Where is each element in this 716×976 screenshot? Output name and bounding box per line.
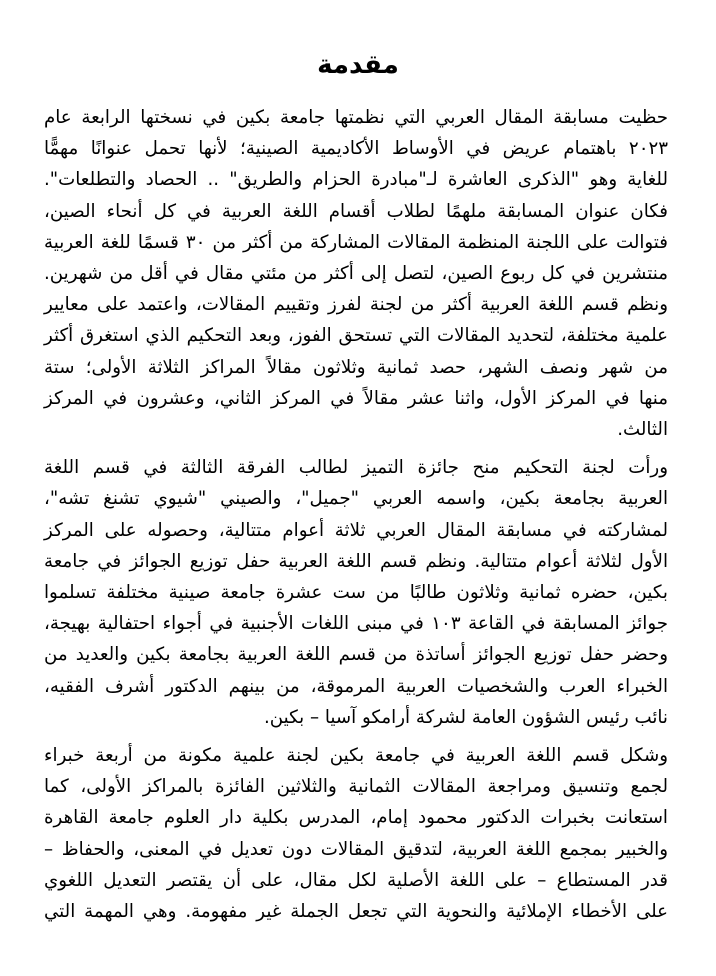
page-title: مقدمة: [317, 50, 399, 81]
text-line: حظيت مسابقة المقال العربي التي نظمتها جامعة بكين في نسختها الرابعة عام: [44, 107, 668, 128]
text-line: والخبير بمجمع اللغة العربية، لتدقيق المقالات دون تعديل في المعنى، والحفاظ –: [44, 838, 668, 860]
text-line: نائب رئيس الشؤون العامة لشركة أرامكو آسيا – بكين.: [264, 706, 668, 728]
text-line: ٢٠٢٣ باهتمام عريض في الأوساط الأكاديمية الصينية؛ لأنها تحمل عنوانًا مهمًّا: [44, 138, 668, 160]
text-line: استعانت بخبرات الدكتور محمود إمام، المدرس بكلية دار العلوم جامعة القاهرة: [44, 807, 668, 829]
text-line: الأول لثلاثة أعوام متتالية. ونظم قسم اللغة العربية حفل توزيع الجوائز في جامعة: [44, 550, 668, 572]
text-line: على الأخطاء الإملائية والنحوية التي تجعل الجملة غير مفهومة. وهي المهمة التي: [44, 901, 668, 923]
text-line: بكين، حضره ثمانية وثلاثون طالبًا من ست عشرة جامعة صينية مختلفة تسلموا: [44, 582, 668, 604]
text-line: لجمع وتنسيق ومراجعة المقالات الثمانية والثلاثين الفائزة بالمراكز الأولى، كما: [44, 776, 668, 798]
text-line: الخبراء العرب والشخصيات العربية المرموقة، من بينهم الدكتور أشرف الفقيه،: [44, 675, 668, 697]
text-line: فتوالت على اللجنة المنظمة المقالات المشاركة من أكثر من ٣٠ قسمًا للغة العربية: [44, 231, 668, 253]
text-line: ونظم قسم اللغة العربية أكثر من لجنة لفرز وتقييم المقالات، واعتمد على معايير: [44, 294, 668, 316]
text-line: الثالث.: [617, 419, 668, 441]
paragraph-2: [44, 452, 668, 733]
text-line: قدر المستطاع – على اللغة الأصلية لكل مقال، على أن يقتصر التعديل اللغوي: [44, 869, 668, 891]
text-line: للغاية وهو "الذكرى العاشرة لـ"مبادرة الحزام والطريق" .. الحصاد والتطلعات".: [44, 169, 668, 191]
text-line: من شهر ونصف الشهر، حصد ثمانية وثلاثون مقالاً المراكز الثلاثة الأولى؛ ستة: [44, 356, 668, 378]
text-line: جوائز المسابقة في القاعة ١٠٣ في مبنى اللغات الأجنبية في أجواء احتفالية بهيجة،: [44, 613, 668, 635]
body-text: [44, 102, 668, 927]
text-line: فكان عنوان المسابقة ملهمًا لطلاب أقسام اللغة العربية في كل أنحاء الصين،: [44, 200, 668, 222]
text-line: منها في المركز الأول، واثنا عشر مقالاً في المركز الثاني، وعشرون في المركز: [44, 387, 668, 409]
text-line: علمية مختلفة، لتحديد المقالات التي تستحق الفوز، وبعد التحكيم الذي استغرق أكثر: [44, 325, 668, 347]
text-line: وشكل قسم اللغة العربية في جامعة بكين لجنة علمية مكونة من أربعة خبراء: [44, 745, 668, 767]
text-line: منتشرين في كل ربوع الصين، لتصل إلى أكثر من مئتي مقال في أقل من شهرين.: [44, 263, 668, 285]
paragraph-1: [44, 102, 668, 445]
text-line: العربية بجامعة بكين، واسمه العربي "جميل"، والصيني "شيوي تشنغ تشه"،: [44, 488, 668, 510]
text-line: لمشاركته في مسابقة المقال العربي ثلاثة أعوام متتالية، وحصوله على المركز: [44, 519, 668, 541]
text-line: وحضر حفل توزيع الجوائز أساتذة من قسم اللغة العربية بجامعة بكين والعديد من: [44, 644, 668, 666]
paragraph-3: [44, 740, 668, 927]
text-line: ورأت لجنة التحكيم منح جائزة التميز لطالب الفرقة الثالثة في قسم اللغة: [44, 457, 668, 479]
